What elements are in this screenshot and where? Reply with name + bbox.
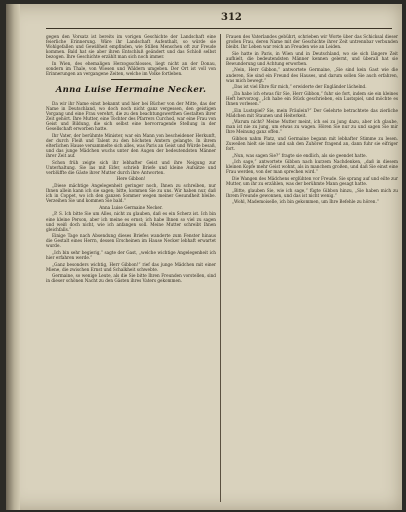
header-rule xyxy=(46,28,392,29)
right-column xyxy=(226,34,398,504)
paragraph: Schon früh zeigte sich ihr lebhafter Geist und ihre Neigung zur Unterhaltung. Sie las mit Eifer, schrieb Briefe und kleine Aufsätze und verblüffte die Gäste ihrer Mutter durch ihre Antworten. xyxy=(46,159,216,175)
paragraph: „Bitte, glauben Sie, wie ich sage,“ fügte Gibbon hinzu, „Sie haben mich zu Ihrem Freunde gewonnen, und das ist nicht wenig.“ xyxy=(226,187,398,198)
paragraph: „Das ist viel Ehre für mich,“ erwiderte der Engländer lächelnd. xyxy=(232,84,367,90)
paragraph: Sie hatte in Paris, in Wien und in Deutschland, wo sie sich längere Zeit aufhielt, die bedeutendsten Männer kennen gelernt, und überall hat sie Bewunderung und Achtung erworben. xyxy=(226,50,398,66)
paragraph: „P. S. Ich bitte Sie um Alles, nicht zu glauben, daß es ein Scherz ist. Ich bin eine kleine Person, aber ich meine es ernst; ich habe Ihnen so viel zu sagen und weiß doch nicht, wie ich anfangen soll. Meine Mutter schreibt Ihnen gleichfalls.“ xyxy=(46,211,216,232)
paragraph: Gibbon nahm Platz, und Germaine begann mit lebhafter Stimme zu lesen. Zuweilen hielt sie inne und sah den Zuhörer fragend an, dann fuhr sie eifriger fort. xyxy=(226,136,398,152)
book-page xyxy=(6,4,402,510)
paragraph: In Wien, des ehemaligen Herzogsschlosses, liegt nicht an der Donau, sondern im Thale, von Wiesen und Wäldern umgeben. Der Ort ist voll von Erinnerungen an vergangene Zeiten, welche im Volke fortleben. xyxy=(46,60,216,76)
article-heading xyxy=(46,85,216,95)
paragraph: „Ich sage,“ antwortete Gibbon nach kurzem Nachdenken, „daß in diesem kleinen Kopfe mehr Geist wohnt, als in manchem großen, und daß Sie einst eine Frau werden, von der man sprechen wird.“ xyxy=(226,159,398,175)
paragraph: Die Wangen des Mädchens erglühten vor Freude. Sie sprang auf und eilte zur Mutter, um ihr zu erzählen, was der berühmte Mann gesagt hatte. xyxy=(226,176,398,187)
paragraph: Frauen des Vaterlandes gebührt, schrieben wir Worte über das Schicksal dieser großen Frau, deren Name mit der Geschichte ihrer Zeit untrennbar verbunden bleibt. Ihr Leben war reich an Freuden wie an Leiden. xyxy=(226,34,398,50)
paragraph: „Ganz besonders wichtig, Herr Gibbon!“ rief das junge Mädchen mit einer Miene, die zwischen Ernst und Schalkheit schwebte. xyxy=(46,261,216,272)
page-number: 312 xyxy=(221,12,242,23)
paragraph: Ihr Vater, der berühmte Minister, war ein Mann von bescheidener Herkunft, der durch Fleiß und Talent zu den höchsten Ämtern gelangte. In ihrem elterlichen Hause versammelte sich alles, was Paris an Geist und Würde besaß, und das junge Mädchen wuchs unter den Augen der bedeutendsten Männer ihrer Zeit auf. xyxy=(46,132,216,159)
paragraph: „Da habe ich etwas für Sie, Herr Gibbon,“ fuhr sie fort, indem sie ein kleines Heft hervorzog. „Ich habe ein Stück geschrieben, ein Lustspiel, und möchte es Ihnen vorlesen.“ xyxy=(226,90,398,106)
column-divider xyxy=(220,34,221,502)
letter-salutation: Here Gibbon! xyxy=(116,176,146,182)
letter-signature: Anna Luise Germaine Necker. xyxy=(99,204,163,210)
paragraph: gegen den Vorsatz ist bereits im vorigen Geschichte der Landschaft eine feierliche Erinnerung. Wäre ihr Landschaft Aufenthalt, so würde sie Wohlgefallen und Gewißheit empfinden, wie Stillen Menschen oft zur Freude kommen. Bald hat sie aber ihren Entschluß geändert und das Schloß selbst bezogen. Ihre Geschichte erzählt man sich noch immer. xyxy=(46,34,216,60)
paragraph: Einige Tage nach Absendung dieses Briefes wanderte zum Fenster hinaus die Gestalt eines Herrn, dessen Erscheinen im Hause Necker lebhaft erwartet wurde. xyxy=(46,233,216,249)
paragraph: „Diese mächtige Angelegenheit geringer noch, Ihnen zu schreiben, nur Ihnen allein kann ich sie sagen; bitte, kommen Sie zu uns. Wir haben nur, daß ich in Coppet, wo ich den ganzen Sommer wegen meiner Gesundheit bleibe. Verzeihen Sie und kommen Sie bald.“ xyxy=(46,183,216,204)
paragraph: „Nein, Herr Gibbon,“ antwortete Germaine, „Sie sind kein Gast wie die anderen, Sie sind ein Freund des Hauses, und darum sollen Sie auch erfahren, was mich bewegt.“ xyxy=(226,67,398,83)
left-column xyxy=(46,34,216,504)
page-gutter xyxy=(6,4,20,510)
paragraph: Germaine, so wenige Leute, als die Sie bitte Ihren Freunden vorstellen, sind in dieser schönen Nacht zu den Gästen ihres Vaters gekommen. xyxy=(46,273,216,284)
paragraph: Da wir ihr Name einst bekannt und hier bei Bücher von der Mitte, das der Name in Deutschland, wo doch noch nicht ganz vergessen, den geistigen Vorgang und eine Frau verehrt, die zu den beachtungswerthen Gestalten ihrer Zeit gehört. Ihre Mutter, eine Tochter des Pfarrers Curchod, war eine Frau von Geist und Bildung, die sich selbst eine hervorragende Stellung in der Gesellschaft erworben hatte. xyxy=(46,100,216,132)
paragraph: „Ich bin sehr begierig,“ sagte der Gast, „welche wichtige Angelegenheit ich hier erfahren werde.“ xyxy=(46,249,216,261)
paragraph: „Nun, was sagen Sie?“ fragte sie endlich, als sie geendet hatte. xyxy=(232,152,367,158)
paragraph: „Warum nicht? Meine Mutter meint, ich sei zu jung dazu, aber ich glaube, man ist nie zu jung, um etwas zu wagen. Hören Sie nur zu und sagen Sie mir Ihre Meinung ganz offen.“ xyxy=(226,119,398,135)
section-divider xyxy=(111,79,151,80)
paragraph: „Wohl, Mademoiselle, ich bin gekommen, um Ihre Befehle zu hören.“ xyxy=(232,199,379,205)
paragraph: „Ein Lustspiel? Sie, mein Fräulein?“ Der Gelehrte betrachtete das zierliche Mädchen mit Staunen und Heiterkeit. xyxy=(226,107,398,118)
article-title: Anna Luise Hermaine Necker. xyxy=(55,84,207,95)
